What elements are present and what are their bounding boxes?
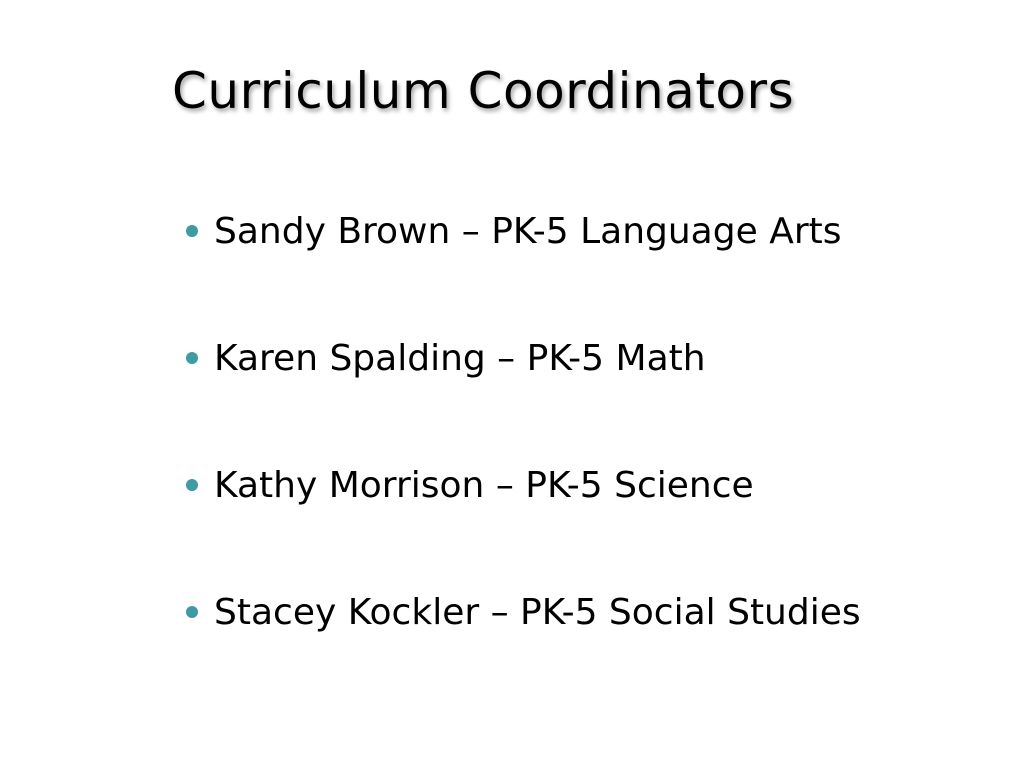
- list-item-text: Stacey Kockler – PK-5 Social Studies: [214, 592, 861, 633]
- list-item-text: Kathy Morrison – PK-5 Science: [214, 465, 754, 506]
- bullet-dot-icon: [186, 352, 198, 364]
- bullet-dot-icon: [186, 225, 198, 237]
- bullet-dot-icon: [186, 479, 198, 491]
- slide-title: Curriculum Coordinators: [172, 62, 795, 120]
- list-item-text: Karen Spalding – PK-5 Math: [214, 338, 706, 379]
- list-item-text: Sandy Brown – PK-5 Language Arts: [214, 211, 842, 252]
- bullet-dot-icon: [186, 606, 198, 618]
